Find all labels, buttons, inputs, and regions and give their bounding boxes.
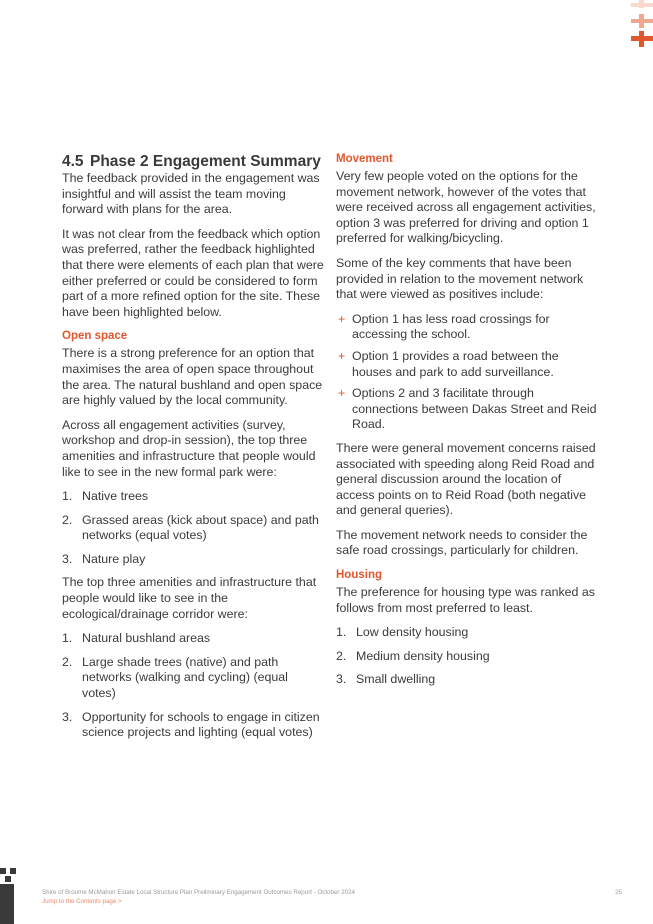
- movement-positives-list: [336, 312, 598, 433]
- open-space-heading: Open space: [62, 330, 128, 343]
- corridor-amenities-list: [62, 631, 324, 741]
- left-column: [62, 152, 324, 749]
- movement-paragraph-1: Very few people voted on the options for the movement network, however of the votes that were received across all engagement activities, option 3 was preferred for driving and option 1 preferred for walking/bicycling.: [336, 169, 596, 246]
- plus-bullet-icon: +: [338, 348, 346, 363]
- housing-heading: Housing: [336, 569, 382, 582]
- park-amenities-list: [62, 489, 324, 567]
- section-heading: [62, 152, 324, 171]
- section-number: 4.5: [62, 153, 84, 170]
- movement-paragraph-3: There were general movement concerns raised associated with speeding along Reid Road and general discussion around the location of access points on to Reid Road (both negative and general queries).: [336, 440, 596, 518]
- page-number: 25: [615, 889, 622, 896]
- plus-cross-decor-icon: [631, 0, 653, 50]
- intro-paragraph-2: It was not clear from the feedback which option was preferred, rather the feedback highlighted that there were elements of each plan that were either preferred or could be considered to form part of a more refined option for the site. These have been highlighted below.: [62, 226, 324, 319]
- list-item: 2. Medium density housing: [336, 648, 490, 663]
- list-item: 1. Natural bushland areas: [62, 631, 211, 646]
- movement-paragraph-2: Some of the key comments that have been provided in relation to the movement network that were viewed as positives include:: [336, 255, 584, 302]
- housing-paragraph-1: The preference for housing type was ranked as follows from most preferred to least.: [336, 585, 595, 615]
- open-space-paragraph-3: The top three amenities and infrastructure that people would like to see in the ecological/drainage corridor were:: [62, 575, 317, 621]
- footer-report-title: Shire of Broome McMahon Estate Local Structure Plan Preliminary Engagement Outcomes Report - October 2024: [42, 889, 355, 896]
- pixel-block-decor-icon: [0, 868, 20, 924]
- list-item: 3. Small dwelling: [336, 672, 436, 687]
- contents-link[interactable]: Jump to the Contents page >: [42, 898, 122, 905]
- plus-bullet-icon: +: [338, 311, 346, 326]
- intro-paragraph-1: The feedback provided in the engagement was insightful and will assist the team moving forward with plans for the area.: [62, 171, 320, 217]
- list-item: 3. Nature play: [62, 551, 146, 566]
- movement-paragraph-4: The movement network needs to consider the safe road crossings, particularly for children.: [336, 527, 588, 558]
- plus-bullet-icon: +: [338, 386, 346, 401]
- movement-heading: Movement: [336, 153, 393, 165]
- section-title: Phase 2 Engagement Summary: [90, 153, 321, 170]
- list-item: + Options 2 and 3 facilitate through connections between Dakas Street and Reid Road.: [338, 386, 597, 432]
- list-item: 2. Large shade trees (native) and path networks (walking and cycling) (equal votes): [62, 654, 288, 701]
- list-item: + Option 1 has less road crossings for accessing the school.: [338, 311, 550, 342]
- list-item: 3. Opportunity for schools to engage in citizen science projects and lighting (equal votes): [62, 709, 320, 740]
- list-item: 1. Native trees: [62, 489, 149, 504]
- right-column: [336, 152, 598, 696]
- list-item: 2. Grassed areas (kick about space) and path networks (equal votes): [62, 512, 319, 543]
- open-space-paragraph-2: Across all engagement activities (survey, workshop and drop-in session), the top three amenities and infrastructure that people would like to see in the new formal park were:: [62, 417, 316, 479]
- housing-preference-list: [336, 625, 598, 688]
- open-space-paragraph-1: There is a strong preference for an option that maximises the area of open space throughout the area. The natural bushland and open space are highly valued by the local community.: [62, 346, 323, 408]
- list-item: 1. Low density housing: [336, 625, 469, 640]
- page-footer: [42, 888, 622, 906]
- list-item: + Option 1 provides a road between the houses and park to add surveillance.: [338, 348, 559, 379]
